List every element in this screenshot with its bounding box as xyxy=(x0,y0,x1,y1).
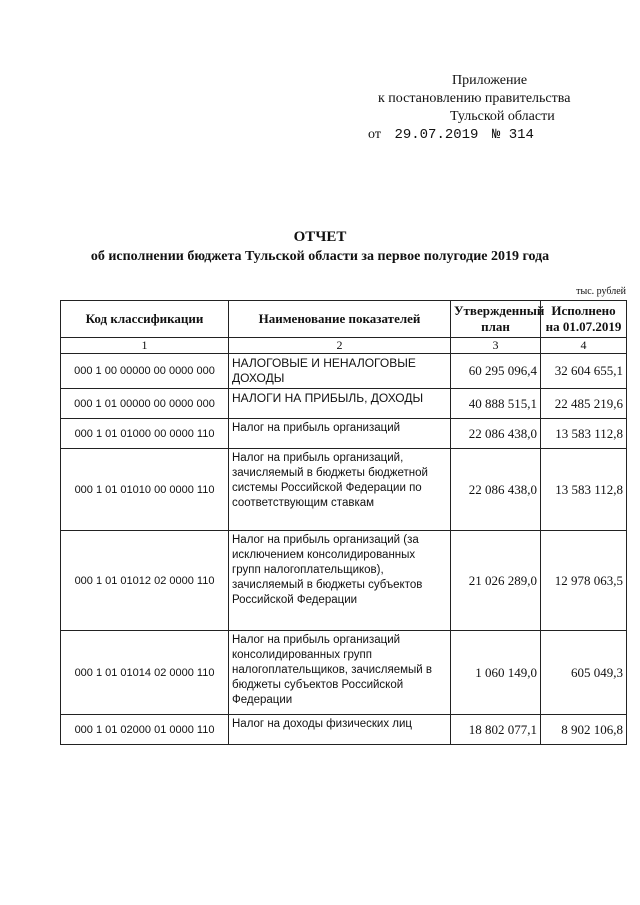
row-done: 13 583 112,8 xyxy=(541,449,627,531)
column-number: 4 xyxy=(541,338,627,354)
header-code: Код классификации xyxy=(61,301,229,338)
appendix-decree: к постановлению правительства xyxy=(378,91,571,106)
row-plan: 22 086 438,0 xyxy=(451,419,541,449)
appendix-from-label: от xyxy=(368,127,381,142)
row-code: 000 1 01 00000 00 0000 000 xyxy=(61,389,229,419)
table-row xyxy=(61,631,627,715)
row-name: Налог на прибыль организаций (за исключением консолидированных групп налогоплательщиков), зачисляемый в бюджеты субъектов Российской Федерации xyxy=(229,531,451,631)
appendix-date: 29.07.2019 xyxy=(394,127,479,143)
report-subtitle: об исполнении бюджета Тульской области за первое полугодие 2019 года xyxy=(90,249,550,264)
column-number: 2 xyxy=(229,338,451,354)
appendix-date-line xyxy=(368,126,534,144)
row-plan: 40 888 515,1 xyxy=(451,389,541,419)
row-done: 32 604 655,1 xyxy=(541,354,627,389)
appendix-title: Приложение xyxy=(452,73,528,88)
row-done: 605 049,3 xyxy=(541,631,627,715)
table-row xyxy=(61,531,627,631)
row-code: 000 1 01 01012 02 0000 110 xyxy=(61,531,229,631)
table-row xyxy=(61,715,627,745)
units-label: тыс. рублей xyxy=(576,286,626,297)
table-row xyxy=(61,419,627,449)
row-done: 22 485 219,6 xyxy=(541,389,627,419)
row-code: 000 1 01 01000 00 0000 110 xyxy=(61,419,229,449)
header-done: Исполнено на 01.07.2019 xyxy=(541,301,627,338)
row-plan: 18 802 077,1 xyxy=(451,715,541,745)
row-name: Налог на прибыль организаций консолидированных групп налогоплательщиков, зачисляемый в бюджеты субъектов Российской Федерации xyxy=(229,631,451,715)
header-plan: Утвержденный план xyxy=(451,301,541,338)
column-number: 1 xyxy=(61,338,229,354)
row-done: 12 978 063,5 xyxy=(541,531,627,631)
row-name: Налог на доходы физических лиц xyxy=(229,715,451,745)
row-name: НАЛОГИ НА ПРИБЫЛЬ, ДОХОДЫ xyxy=(229,389,451,419)
row-code: 000 1 01 01010 00 0000 110 xyxy=(61,449,229,531)
row-code: 000 1 00 00000 00 0000 000 xyxy=(61,354,229,389)
row-plan: 22 086 438,0 xyxy=(451,449,541,531)
row-plan: 60 295 096,4 xyxy=(451,354,541,389)
row-done: 13 583 112,8 xyxy=(541,419,627,449)
row-plan: 1 060 149,0 xyxy=(451,631,541,715)
row-name: Налог на прибыль организаций, зачисляемый в бюджеты бюджетной системы Российской Федерации по соответствующим ставкам xyxy=(229,449,451,531)
table-row xyxy=(61,449,627,531)
table-row xyxy=(61,389,627,419)
row-name: НАЛОГОВЫЕ И НЕНАЛОГОВЫЕ ДОХОДЫ xyxy=(229,354,451,389)
row-plan: 21 026 289,0 xyxy=(451,531,541,631)
report-title: ОТЧЕТ xyxy=(293,229,347,245)
header-name: Наименование показателей xyxy=(229,301,451,338)
appendix-number: № 314 xyxy=(491,127,534,143)
row-code: 000 1 01 02000 01 0000 110 xyxy=(61,715,229,745)
row-done: 8 902 106,8 xyxy=(541,715,627,745)
table-row xyxy=(61,354,627,389)
appendix-region: Тульской области xyxy=(450,109,555,124)
column-number: 3 xyxy=(451,338,541,354)
budget-table xyxy=(60,300,627,745)
row-name: Налог на прибыль организаций xyxy=(229,419,451,449)
row-code: 000 1 01 01014 02 0000 110 xyxy=(61,631,229,715)
